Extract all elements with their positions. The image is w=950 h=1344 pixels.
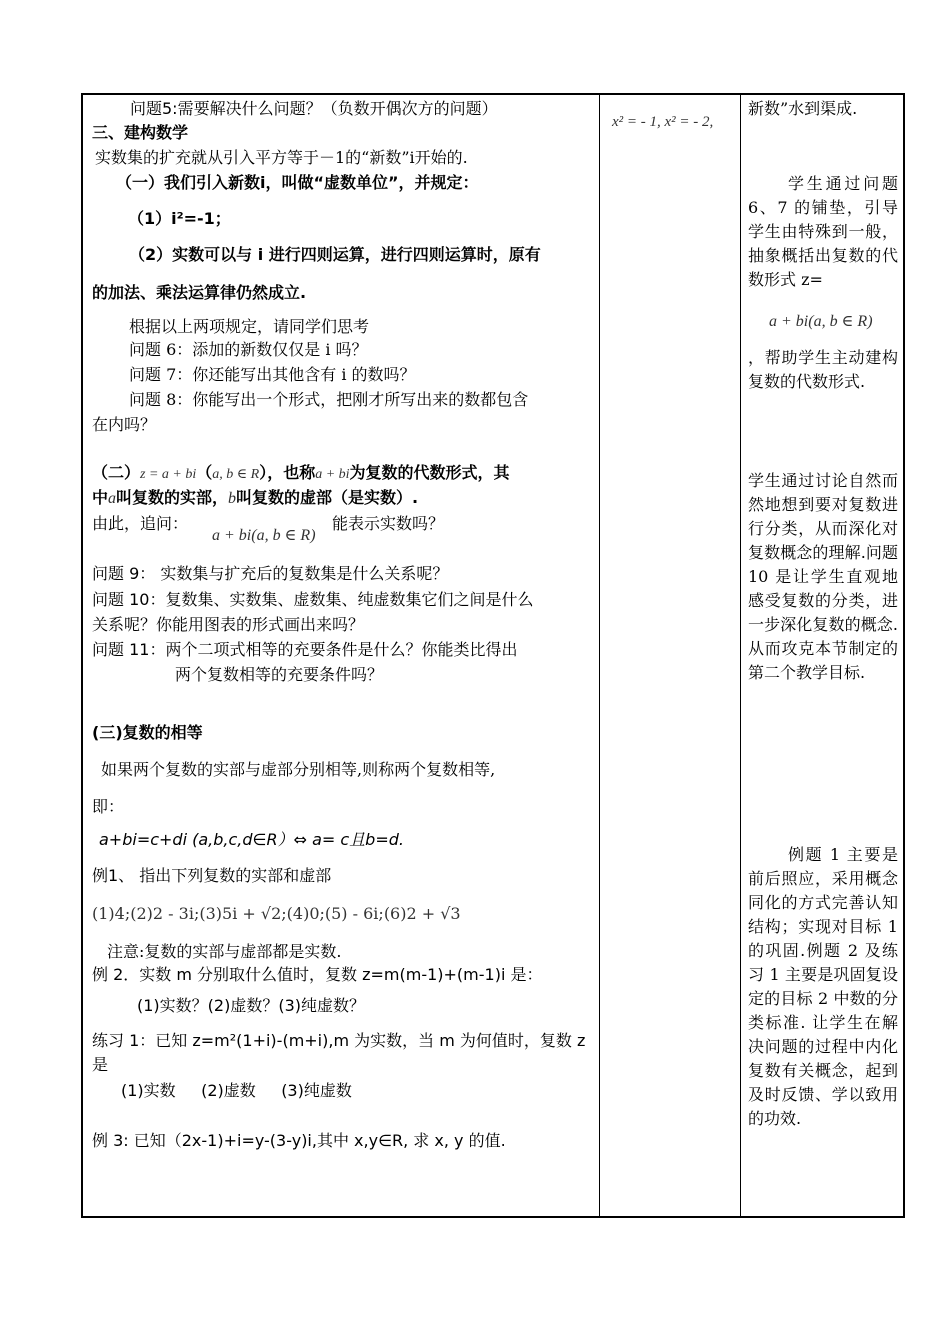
question-8-line2: 在内吗？ (92, 415, 157, 434)
question-11-line2: 两个复数相等的充要条件吗？ (175, 665, 384, 684)
note-formula-a-plus-bi: a + bi(a, b ∈ R) (769, 313, 873, 330)
example-1: 例1、 指出下列复数的实部和虚部 (92, 866, 332, 885)
note-rationale-2: 学生通过问题 6、7 的铺垫，引导学生由特殊到一般，抽象概括出复数的代数形式 z= (748, 174, 898, 289)
formula-z-equals-a-plus-bi: z = a + bi (140, 467, 197, 482)
note-rationale-1: 新数”水到渠成. (748, 99, 858, 118)
symbol-a: a (108, 490, 117, 507)
rule-2-line2: 的加法、乘法运算律仍然成立. (92, 283, 307, 302)
question-7: 问题 7：你还能写出其他含有 i 的数吗？ (129, 365, 416, 384)
intro-text: 实数集的扩充就从引入平方等于－1的“新数”i开始的. (95, 148, 468, 167)
example-1-list: (1)4;(2)2 - 3i;(3)5i + √2;(4)0;(5) - 6i;(6)2 + √3 (92, 904, 461, 923)
part-one-heading: （一）我们引入新数i，叫做“虚数单位”，并规定： (116, 173, 479, 192)
column-divider-2 (740, 95, 741, 1216)
formula-a-b-in-R: a, b ∈ R (212, 467, 260, 482)
column-divider-1 (599, 95, 600, 1216)
question-6: 问题 6：添加的新数仅仅是 i 吗？ (129, 340, 368, 359)
formula-a-plus-bi: a + bi (315, 467, 350, 482)
part-three-heading: (三)复数的相等 (92, 723, 203, 742)
follow-up-ask-question: 能表示实数吗？ (332, 514, 445, 533)
example-3: 例 3: 已知（2x-1)+i=y-(3-y)i,其中 x,y∈R, 求 x, y 的值. (92, 1131, 506, 1150)
note-rationale-4: 学生通过讨论自然而然地想到要对复数进行分类，从而深化对复数概念的理解.问题 10 是让学生直观地感受复数的分类，进一步深化复数的概念.从而攻克本节制定的第二个教学目标. (748, 471, 898, 682)
example-2: 例 2．实数 m 分别取什么值时，复数 z=m(m-1)+(m-1)i 是： (92, 965, 543, 984)
practice-1-line2: 是 (92, 1055, 109, 1074)
symbol-b: b (228, 490, 237, 507)
note-rationale-5: 例题 1 主要是前后照应，采用概念同化的方式完善认知结构；实现对目标 1 的巩固.例题 2 及练习 1 主要是巩固复设定的目标 2 中数的分类标准. 让学生在解决问题的过程中内化复数有关概念，起到及时反馈、学以致用的功效. (748, 845, 898, 1128)
rule-2-line1: （2）实数可以与 i 进行四则运算，进行四则运算时，原有 (129, 245, 541, 264)
formula-x-squared-negative: x² = - 1, x² = - 2, (612, 114, 714, 130)
question-10-line1: 问题 10：复数集、实数集、虚数集、纯虚数集它们之间是什么 (92, 590, 534, 609)
equality-definition-line1: 如果两个复数的实部与虚部分别相等,则称两个复数相等, (101, 760, 496, 779)
question-5: 问题5:需要解决什么问题？（负数开偶次方的问题） (130, 99, 498, 118)
example-2-options: (1)实数？(2)虚数？(3)纯虚数？ (137, 996, 365, 1015)
question-9: 问题 9： 实数集与扩充后的复数集是什么关系呢？ (92, 564, 449, 583)
note-rationale-3: ，帮助学生主动建构复数的代数形式. (748, 348, 898, 391)
note: 注意:复数的实部与虚部都是实数. (107, 942, 342, 961)
equality-definition-line2: 即： (92, 797, 125, 816)
part-two-line1: （二）z = a + bi（a, b ∈ R），也称a + bi为复数的代数形式，其 (92, 463, 510, 482)
part-two-line2: 中a叫复数的实部，b叫复数的虚部（是实数）. (92, 488, 419, 507)
follow-up-ask-label: 由此，追问： (92, 514, 189, 533)
rule-1: （1）i²=-1； (128, 209, 231, 228)
section-heading-construct-math: 三、建构数学 (92, 123, 189, 142)
question-8-line1: 问题 8：你能写出一个形式，把刚才所写出来的数都包含 (129, 390, 529, 409)
question-10-line2: 关系呢？你能用图表的形式画出来吗？ (92, 615, 365, 634)
practice-1-line1: 练习 1：已知 z=m²(1+i)-(m+i),m 为实数，当 m 为何值时，复数 z (92, 1031, 586, 1050)
practice-1-options: (1)实数 (2)虚数 (3)纯虚数 (121, 1081, 352, 1100)
question-11-line1: 问题 11：两个二项式相等的充要条件是什么？你能类比得出 (92, 640, 518, 659)
think-prompt: 根据以上两项规定，请同学们思考 (129, 317, 370, 336)
formula-a-plus-bi-domain: a + bi(a, b ∈ R) (212, 527, 316, 544)
equality-formula: a+bi=c+di (a,b,c,d∈R）⇔ a= c且b=d. (99, 830, 404, 849)
